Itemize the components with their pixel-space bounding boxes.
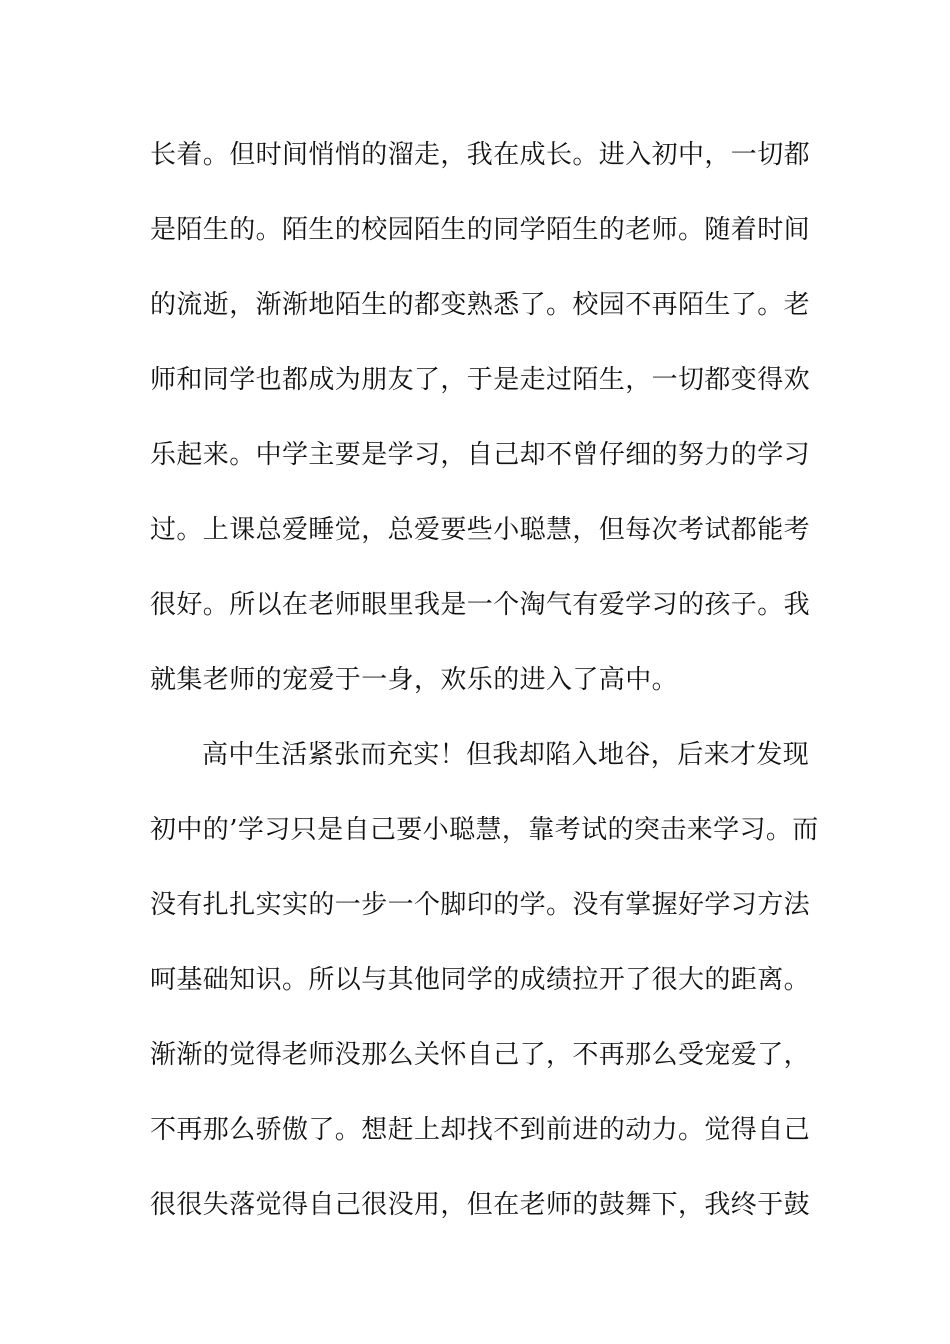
text-line: 没有扎扎实实的一步一个脚印的学。没有掌握好学习方法 [150, 890, 811, 920]
text-line: 长着。但时间悄悄的溜走，我在成长。进入初中，一切都 [150, 140, 811, 170]
text-line: 渐渐的觉得老师没那么关怀自己了，不再那么受宠爱了， [150, 1040, 811, 1070]
text-line: 过。上课总爱睡觉，总爱要些小聪慧，但每次考试都能考 [150, 515, 811, 545]
text-line: 很很失落觉得自己很没用，但在老师的鼓舞下，我终于鼓 [150, 1190, 811, 1220]
text-line: 的流逝，渐渐地陌生的都变熟悉了。校园不再陌生了。老 [150, 290, 811, 320]
text-line: 是陌生的。陌生的校园陌生的同学陌生的老师。随着时间 [150, 215, 811, 245]
text-line: 呵基础知识。所以与其他同学的成绩拉开了很大的距离。 [150, 965, 811, 995]
text-line: 乐起来。中学主要是学习，自己却不曾仔细的努力的学习 [150, 440, 811, 470]
paragraph-1 [150, 118, 810, 718]
text-column [150, 118, 819, 1243]
text-line: 初中的’学习只是自己要小聪慧，靠考试的突击来学习。而 [150, 815, 819, 845]
text-line: 不再那么骄傲了。想赶上却找不到前进的动力。觉得自己 [150, 1115, 811, 1145]
text-line: 就集老师的宠爱于一身，欢乐的进入了高中。 [150, 665, 679, 695]
text-line-indented: 高中生活紧张而充实！但我却陷入地谷，后来才发现 [202, 740, 810, 770]
text-line: 很好。所以在老师眼里我是一个淘气有爱学习的孩子。我 [150, 590, 811, 620]
paragraph-2 [150, 718, 819, 1243]
text-line: 师和同学也都成为朋友了，于是走过陌生，一切都变得欢 [150, 365, 811, 395]
